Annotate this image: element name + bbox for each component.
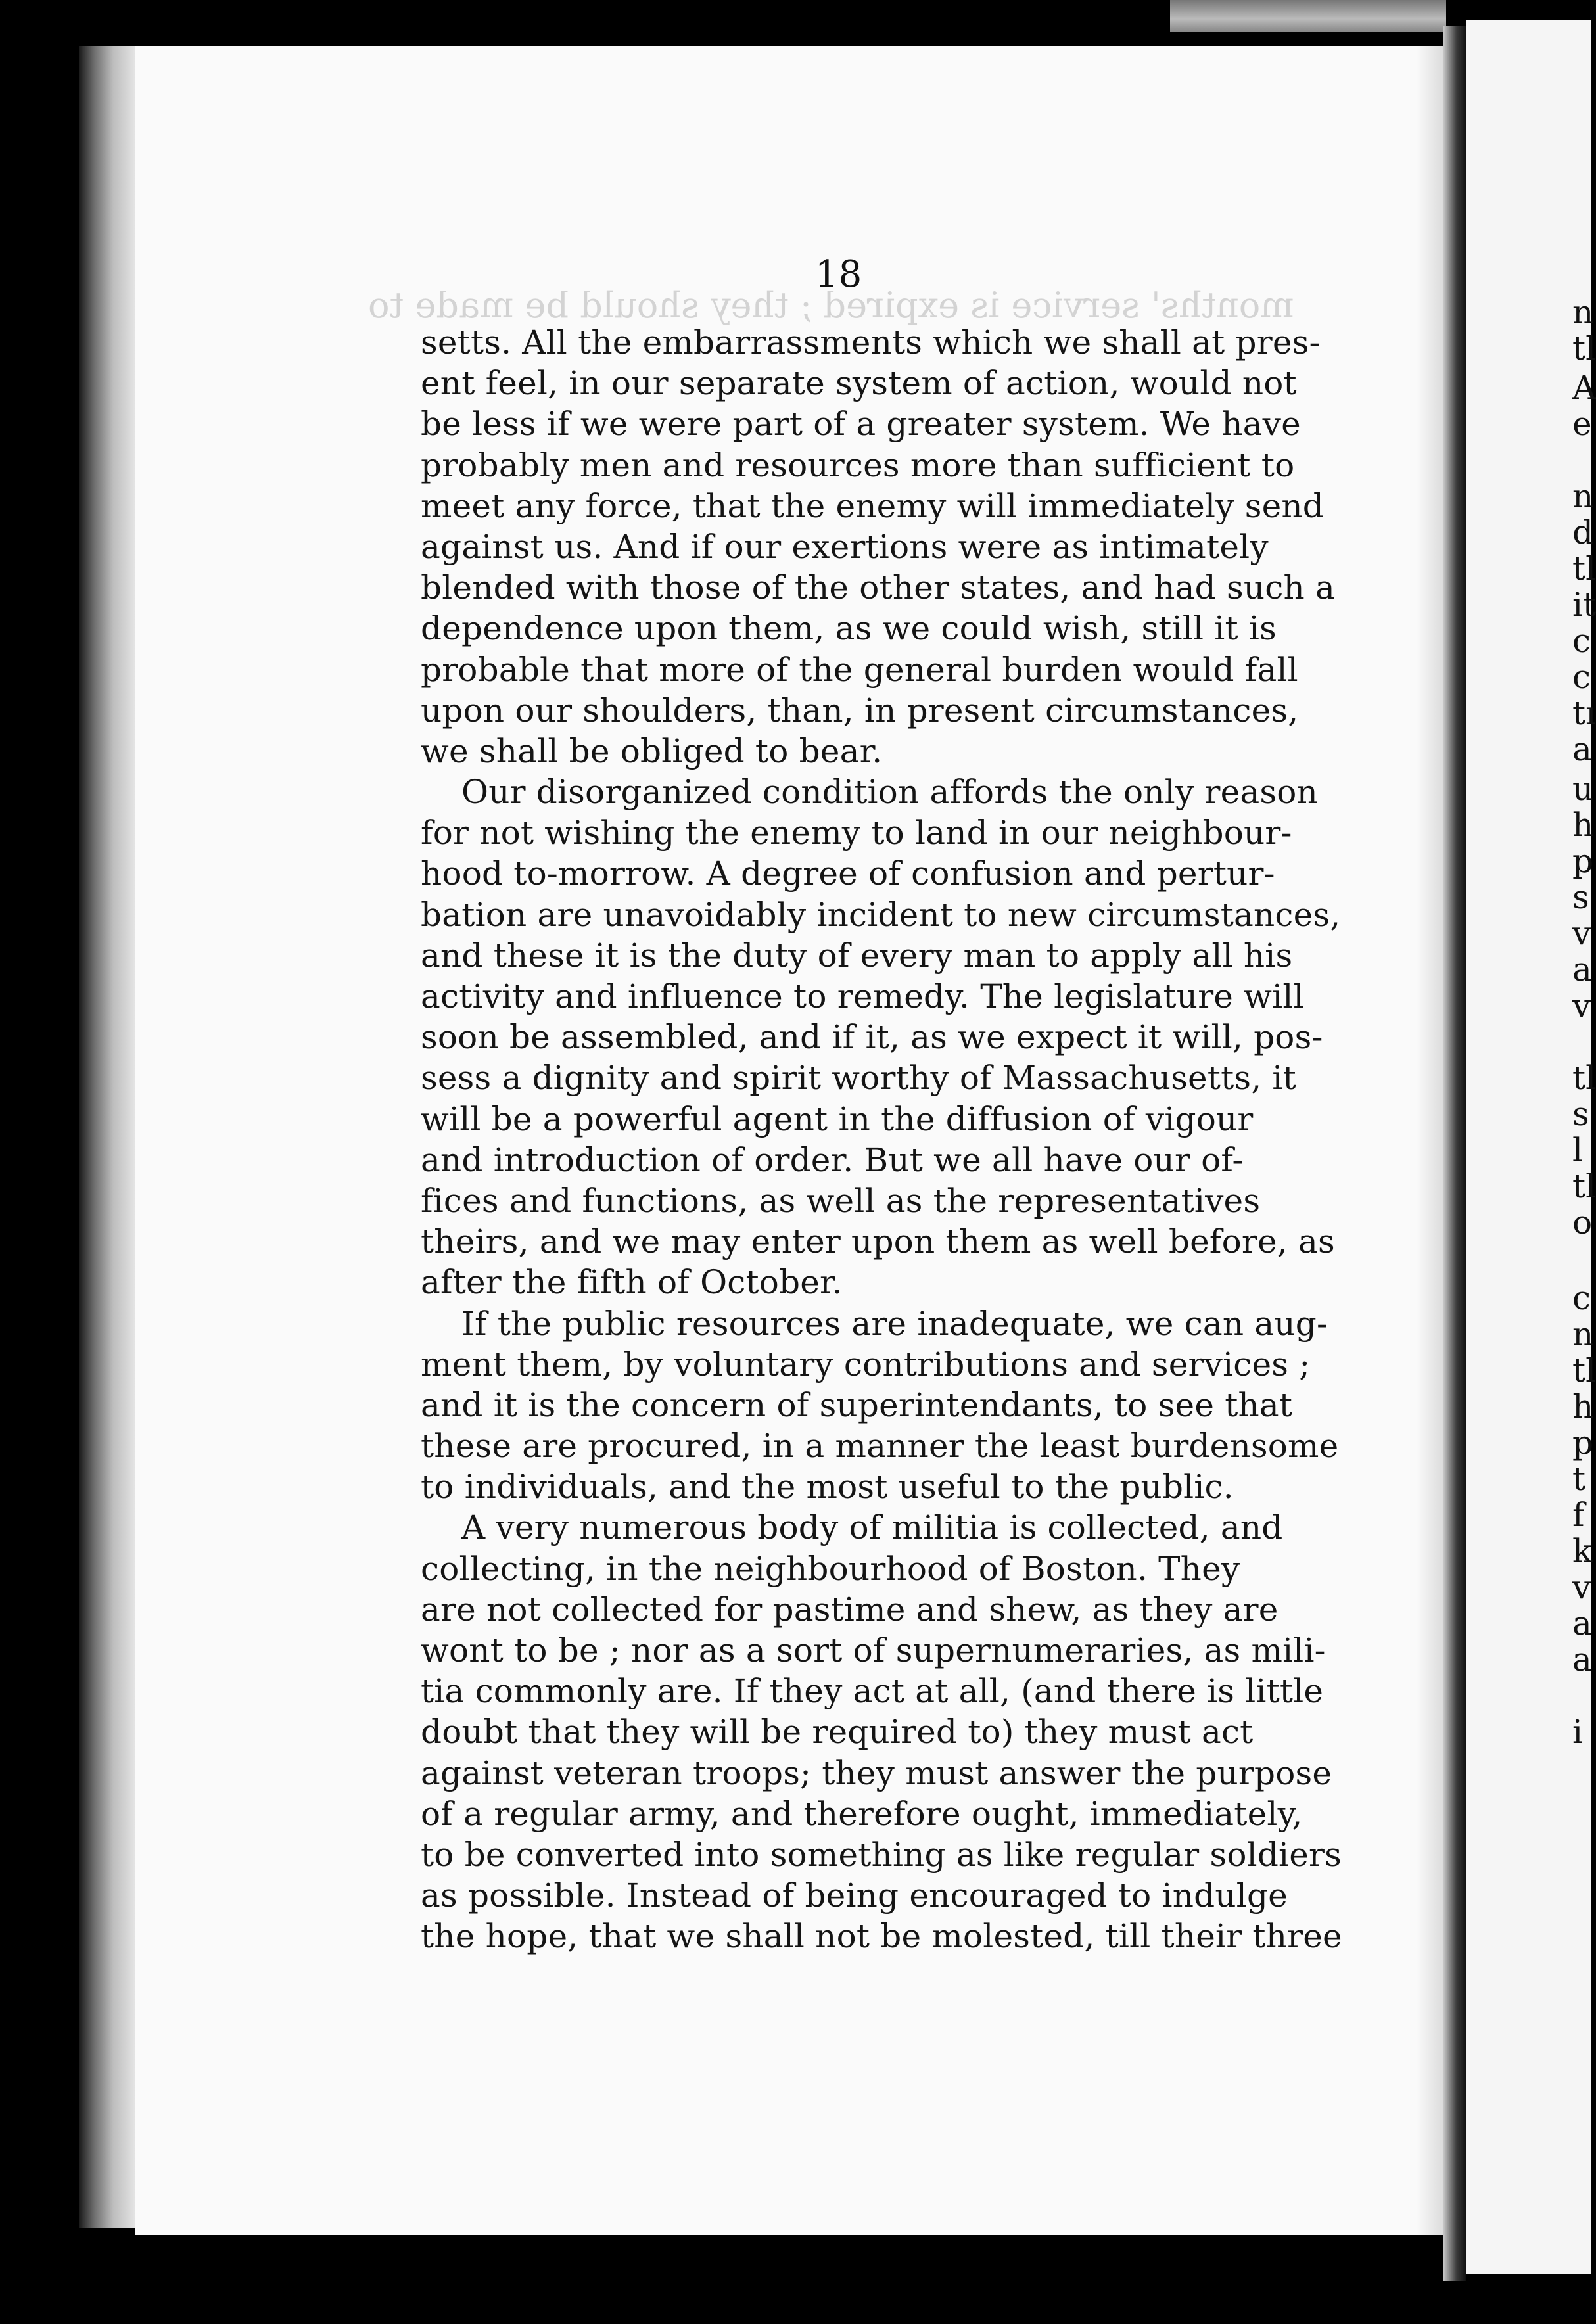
facing-page-fragment: a [1572,730,1592,768]
text-line: are not collected for pastime and shew, as they are [421,1590,1279,1629]
facing-page-fragment: p [1572,842,1594,880]
facing-page-fragment: k [1572,1532,1593,1570]
text-line: these are procured, in a manner the least burdensome [421,1427,1339,1466]
facing-page-fragment: tl [1572,329,1596,367]
facing-page-fragment: tl [1572,549,1596,588]
facing-page-fragment: v [1572,987,1591,1025]
facing-page-fragment: h [1572,1387,1594,1426]
text-line: theirs, and we may enter upon them as well before, as [421,1222,1335,1261]
text-line: setts. All the embarrassments which we shall at pres- [421,323,1321,361]
facing-page-fragment: n [1572,293,1594,331]
text-line: probable that more of the general burden would fall [421,650,1298,689]
text-line: against us. And if our exertions were as intimately [421,527,1269,566]
text-line: hood to-morrow. A degree of confusion and pertur- [421,854,1275,893]
facing-page-fragment: tl [1572,1059,1596,1097]
text-line: fices and functions, as well as the representatives [421,1181,1261,1220]
facing-page-fragment: n [1572,1315,1594,1353]
text-line: and these it is the duty of every man to apply all his [421,936,1293,975]
text-line: Our disorganized condition affords the only reason [461,773,1318,812]
text-line: A very numerous body of militia is collected, and [461,1508,1283,1547]
text-line: dependence upon them, as we could wish, still it is [421,609,1277,648]
text-line: If the public resources are inadequate, we can aug- [461,1304,1328,1343]
text-line: and introduction of order. But we all have our of- [421,1140,1244,1179]
facing-page-fragment: s [1572,1095,1589,1133]
text-line: of a regular army, and therefore ought, immediately, [421,1794,1303,1833]
left-page-edge [79,46,141,2228]
facing-page-fragment: s [1572,878,1589,916]
facing-page-fragment: tı [1572,694,1596,732]
text-line: bation are unavoidably incident to new circumstances, [421,895,1341,934]
facing-page-fragment: it [1572,586,1596,624]
facing-page-fragment: A [1572,369,1596,407]
facing-page-fragment: c [1572,622,1591,660]
text-line: ent feel, in our separate system of action, would not [421,364,1297,403]
text-line: wont to be ; nor as a sort of supernumeraries, as mili- [421,1631,1326,1669]
text-line: collecting, in the neighbourhood of Boston. They [421,1549,1240,1588]
text-line: be less if we were part of a greater system. We have [421,405,1301,444]
text-line: activity and influence to remedy. The legislature will [421,977,1304,1015]
text-line: meet any force, that the enemy will immediately send [421,486,1324,525]
text-line: to individuals, and the most useful to the public. [421,1468,1234,1506]
text-line: against veteran troops; they must answer the purpose [421,1754,1332,1792]
text-line: we shall be obliged to bear. [421,732,883,770]
facing-page-fragment: f [1572,1496,1585,1534]
facing-page-fragment: tl [1572,1351,1596,1389]
text-line: sess a dignity and spirit worthy of Massachusetts, it [421,1059,1296,1098]
text-line: for not wishing the enemy to land in our neighbour- [421,814,1292,852]
facing-page-fragment: t [1572,1460,1586,1498]
facing-page-fragment: tl [1572,1167,1596,1205]
text-line: after the fifth of October. [421,1263,843,1302]
facing-page-fragment: c [1572,658,1591,696]
page-shadow [1417,46,1443,2235]
facing-page-fragment: h [1572,806,1594,844]
book-gutter [1443,26,1466,2281]
facing-page-fragment: v [1572,1568,1591,1606]
text-line: upon our shoulders, than, in present circumstances, [421,691,1299,730]
text-line: tia commonly are. If they act at all, (and there is little [421,1672,1324,1711]
text-line: as possible. Instead of being encouraged to indulge [421,1876,1288,1915]
text-line: probably men and resources more than sufficient to [421,446,1295,484]
facing-page-fragment: e [1572,405,1592,443]
facing-page-fragment: i [1572,1713,1583,1751]
facing-page-fragment: u [1572,770,1594,808]
facing-page-fragment: v [1572,914,1591,952]
text-line: will be a powerful agent in the diffusion of vigour [421,1100,1254,1138]
text-line: doubt that they will be required to) they must act [421,1713,1254,1752]
page-number: 18 [815,253,862,296]
bleed-through-text: months' service is expired ; they should be made to [368,285,1294,326]
facing-page-fragment: c [1572,1279,1591,1317]
text-line: soon be assembled, and if it, as we expect it will, pos- [421,1018,1323,1057]
facing-page-fragment: p [1572,1424,1594,1462]
facing-page-fragment: l [1572,1131,1583,1169]
facing-page-fragment: d [1572,513,1594,551]
text-line: and it is the concern of superintendants, to see that [421,1385,1293,1424]
facing-page-fragment: a [1572,950,1592,988]
text-line: ment them, by voluntary contributions and services ; [421,1345,1311,1383]
facing-page-fragment: a [1572,1640,1592,1679]
text-line: to be converted into something as like regular soldiers [421,1835,1342,1874]
facing-page-fragment: o [1572,1203,1593,1242]
body-text [421,322,1342,1957]
facing-page-fragment: a [1572,1604,1592,1642]
facing-page-fragment: n [1572,477,1594,515]
top-paper-strip [1170,0,1446,32]
text-line: the hope, that we shall not be molested, till their three [421,1917,1342,1956]
text-line: blended with those of the other states, and had such a [421,569,1335,607]
